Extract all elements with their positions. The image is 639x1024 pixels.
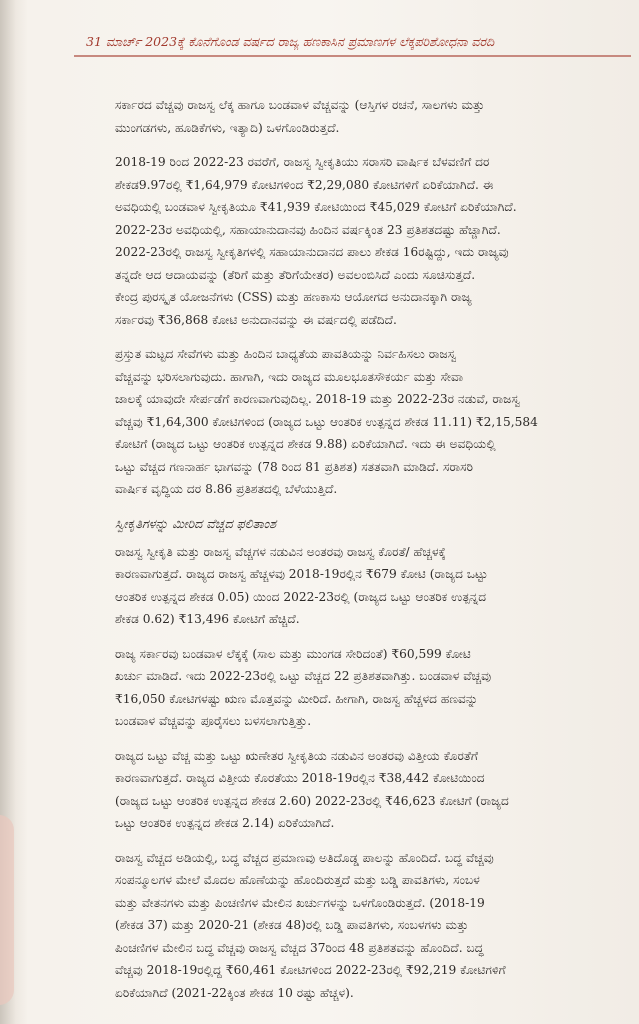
text-line: ತನ್ನದೇ ಆದ ಆದಾಯವನ್ನು (ತೆರಿಗೆ ಮತ್ತು ತೆರಿಗೆಯೇತರ) ಅವಲಂಬಿಸಿದೆ ಎಂದು ಸೂಚಿಸುತ್ತದೆ. xyxy=(115,267,476,282)
text-line: ಕಾರಣವಾಗುತ್ತದೆ. ರಾಜ್ಯದ ರಾಜಸ್ವ ಹೆಚ್ಚಳವು 2018-19ರಲ್ಲಿನ ₹679 ಕೋಟಿ (ರಾಜ್ಯದ ಒಟ್ಟು xyxy=(115,567,488,581)
section-subheading: ಸ್ವೀಕೃತಿಗಳನ್ನು ಮೀರಿದ ವೆಚ್ಚದ ಫಲಿತಾಂಶ xyxy=(115,515,277,531)
text-line: ಒಟ್ಟು ವೆಚ್ಚದ ಗಣನಾರ್ಹ ಭಾಗವನ್ನು (78 ರಿಂದ 81 ಪ್ರತಿಶತ) ಸತತವಾಗಿ ಮಾಡಿದೆ. ಸರಾಸರಿ xyxy=(115,459,474,474)
text-line: ಏರಿಕೆಯಾಗಿದೆ (2021-22ಕ್ಕಿಂತ ಶೇಕಡ 10 ರಷ್ಟು ಹೆಚ್ಚಳ). xyxy=(115,985,354,1000)
text-line: ಮತ್ತು ವೇತನಗಳು ಮತ್ತು ಪಿಂಚಣಿಗಳ ಮೇಲಿನ ಖರ್ಚುಗಳನ್ನು ಒಳಗೊಂಡಿರುತ್ತದೆ. (2018-19 xyxy=(115,895,485,910)
paragraph xyxy=(115,745,627,835)
text-line: ಖರ್ಚು ಮಾಡಿದೆ. ಇದು 2022-23ರಲ್ಲಿ ಒಟ್ಟು ವೆಚ್ಚದ 22 ಪ್ರತಿಶತವಾಗಿತ್ತು. ಬಂಡವಾಳ ವೆಚ್ಚವು xyxy=(115,669,492,683)
text-line: ಶೇಕಡ9.97ರಲ್ಲಿ ₹1,64,979 ಕೋಟಿಗಳಿಂದ ₹2,29,080 ಕೋಟಿಗಳಿಗೆ ಏರಿಕೆಯಾಗಿದೆ. ಈ xyxy=(115,177,494,192)
text-line: ರಾಜಸ್ವ ಸ್ವೀಕೃತಿ ಮತ್ತು ರಾಜಸ್ವ ವೆಚ್ಚಗಳ ನಡುವಿನ ಅಂತರವು ರಾಜಸ್ವ ಕೊರತೆ/ ಹೆಚ್ಚಳಕ್ಕೆ xyxy=(115,544,446,559)
paragraph xyxy=(115,343,627,501)
text-line: (ಶೇಕಡ 37) ಮತ್ತು 2020-21 (ಶೇಕಡ 48)ರಲ್ಲಿ ಬಡ್ಡಿ ಪಾವತಿಗಳು, ಸಂಬಳಗಳು ಮತ್ತು xyxy=(115,918,469,932)
text-line: ಜಾಲಕ್ಕೆ ಯಾವುದೇ ಸೇರ್ಪಡೆಗೆ ಕಾರಣವಾಗುವುದಿಲ್ಲ. 2018-19 ಮತ್ತು 2022-23ರ ನಡುವೆ, ರಾಜಸ್ವ xyxy=(115,392,520,406)
text-line: 2018-19 ರಿಂದ 2022-23 ರವರೆಗೆ, ರಾಜಸ್ವ ಸ್ವೀಕೃತಿಯು ಸರಾಸರಿ ವಾರ್ಷಿಕ ಬೆಳವಣಿಗೆ ದರ xyxy=(115,155,490,169)
text-line: ರಾಜ್ಯದ ಒಟ್ಟು ವೆಚ್ಚ ಮತ್ತು ಒಟ್ಟು ಋಣೇತರ ಸ್ವೀಕೃತಿಯ ನಡುವಿನ ಅಂತರವು ವಿತ್ತೀಯ ಕೊರತೆಗೆ xyxy=(115,748,478,763)
text-line: ರಾಜಸ್ವ ವೆಚ್ಚದ ಅಡಿಯಲ್ಲಿ, ಬದ್ಧ ವೆಚ್ಚದ ಪ್ರಮಾಣವು ಅತಿದೊಡ್ಡ ಪಾಲನ್ನು ಹೊಂದಿದೆ. ಬದ್ಧ ವೆಚ್ಚವು xyxy=(115,850,494,865)
text-line: ವೆಚ್ಚವು ₹1,64,300 ಕೋಟಿಗಳಿಂದ (ರಾಜ್ಯದ ಒಟ್ಟು ಆಂತರಿಕ ಉತ್ಪನ್ನದ ಶೇಕಡ 11.11) ₹2,15,584 xyxy=(115,414,538,429)
text-line: ರಾಜ್ಯ ಸರ್ಕಾರವು ಬಂಡವಾಳ ಲೆಕ್ಕಕ್ಕೆ (ಸಾಲ ಮತ್ತು ಮುಂಗಡ ಸೇರಿದಂತೆ) ₹60,599 ಕೋಟಿ xyxy=(115,646,471,661)
text-line: ವೆಚ್ಚವನ್ನು ಭರಿಸಲಾಗುವುದು. ಹಾಗಾಗಿ, ಇದು ರಾಜ್ಯದ ಮೂಲಭೂತಸೌಕರ್ಯ ಮತ್ತು ಸೇವಾ xyxy=(115,369,464,384)
text-line: ಕಾರಣವಾಗುತ್ತದೆ. ರಾಜ್ಯದ ವಿತ್ತೀಯ ಕೊರತೆಯು 2018-19ರಲ್ಲಿನ ₹38,442 ಕೋಟಿಯಿಂದ xyxy=(115,771,485,785)
text-line: ಆಂತರಿಕ ಉತ್ಪನ್ನದ ಶೇಕಡ 0.05) ಯಿಂದ 2022-23ರಲ್ಲಿ (ರಾಜ್ಯದ ಒಟ್ಟು ಆಂತರಿಕ ಉತ್ಪನ್ನದ xyxy=(115,589,487,604)
paragraph xyxy=(115,94,627,139)
paragraph xyxy=(115,643,627,733)
text-line: ₹16,050 ಕೋಟಿಗಳಷ್ಟು ಋಣ ಮೊತ್ತವನ್ನು ಮೀರಿದೆ. ಹೀಗಾಗಿ, ರಾಜಸ್ವ ಹೆಚ್ಚಳದ ಹಣವನ್ನು xyxy=(115,691,479,706)
text-line: ಕೇಂದ್ರ ಪುರಸ್ಕೃತ ಯೋಜನೆಗಳು (CSS) ಮತ್ತು ಹಣಕಾಸು ಆಯೋಗದ ಅನುದಾನಕ್ಕಾಗಿ ರಾಜ್ಯ xyxy=(115,290,472,304)
text-line: ಒಟ್ಟು ಆಂತರಿಕ ಉತ್ಪನ್ನದ ಶೇಕಡ 2.14) ಏರಿಕೆಯಾಗಿದೆ. xyxy=(115,816,335,830)
text-line: (ರಾಜ್ಯದ ಒಟ್ಟು ಆಂತರಿಕ ಉತ್ಪನ್ನದ ಶೇಕಡ 2.60) 2022-23ರಲ್ಲಿ ₹46,623 ಕೋಟಿಗೆ (ರಾಜ್ಯದ xyxy=(115,793,509,808)
paragraph xyxy=(115,847,627,1005)
text-line: ಸರ್ಕಾರದ ವೆಚ್ಚವು ರಾಜಸ್ವ ಲೆಕ್ಕ ಹಾಗೂ ಬಂಡವಾಳ ವೆಚ್ಚವನ್ನು (ಆಸ್ತಿಗಳ ರಚನೆ, ಸಾಲಗಳು ಮತ್ತು xyxy=(115,98,485,112)
text-line: ಪ್ರಸ್ತುತ ಮಟ್ಟದ ಸೇವೆಗಳು ಮತ್ತು ಹಿಂದಿನ ಬಾಧ್ಯತೆಯ ಪಾವತಿಯನ್ನು ನಿರ್ವಹಿಸಲು ರಾಜಸ್ವ xyxy=(115,347,457,361)
text-line: ಶೇಕಡ 0.62) ₹13,496 ಕೋಟಿಗೆ ಹೆಚ್ಚಿದೆ. xyxy=(115,612,300,626)
paragraph xyxy=(115,541,627,631)
text-line: ಮುಂಗಡಗಳು, ಹೂಡಿಕೆಗಳು, ಇತ್ಯಾದಿ) ಒಳಗೊಂಡಿರುತ್ತದೆ. xyxy=(115,120,340,135)
running-head: 31 ಮಾರ್ಚ್ 2023ಕ್ಕೆ ಕೊನೆಗೊಂಡ ವರ್ಷದ ರಾಜ್ಯ ಹಣಕಾಸಿನ ಪ್ರಮಾಣಗಳ ಲೆಕ್ಕಪರಿಶೋಧನಾ ವರದಿ xyxy=(86,34,495,49)
text-line: ವೆಚ್ಚವು 2018-19ರಲ್ಲಿದ್ದ ₹60,461 ಕೋಟಿಗಳಿಂದ 2022-23ರಲ್ಲಿ ₹92,219 ಕೋಟಿಗಳಿಗೆ xyxy=(115,963,506,977)
text-line: 2022-23ರ ಅವಧಿಯಲ್ಲಿ, ಸಹಾಯಾನುದಾನವು ಹಿಂದಿನ ವರ್ಷಕ್ಕಿಂತ 23 ಪ್ರತಿಶತದಷ್ಟು ಹೆಚ್ಚಾಗಿದೆ. xyxy=(115,222,501,237)
text-line: ಸರ್ಕಾರವು ₹36,868 ಕೋಟಿ ಅನುದಾನವನ್ನು ಈ ವರ್ಷದಲ್ಲಿ ಪಡೆದಿದೆ. xyxy=(115,312,397,327)
page-body xyxy=(115,94,627,1016)
text-line: ಅವಧಿಯಲ್ಲಿ ಬಂಡವಾಳ ಸ್ವೀಕೃತಿಯೂ ₹41,939 ಕೋಟಿಯಿಂದ ₹45,029 ಕೋಟಿಗೆ ಏರಿಕೆಯಾಗಿದೆ. xyxy=(115,200,517,214)
text-line: ಪಿಂಚಣಿಗಳ ಮೇಲಿನ ಬದ್ಧ ವೆಚ್ಚವು ರಾಜಸ್ವ ವೆಚ್ಚದ 37ರಿಂದ 48 ಪ್ರತಿಶತವನ್ನು ಹೊಂದಿದೆ. ಬದ್ಧ xyxy=(115,940,484,955)
text-line: ವಾರ್ಷಿಕ ವೃದ್ಧಿಯ ದರ 8.86 ಪ್ರತಿಶತದಲ್ಲಿ ಬೆಳೆಯುತ್ತಿದೆ. xyxy=(115,482,338,496)
text-line: ಕೋಟಿಗೆ (ರಾಜ್ಯದ ಒಟ್ಟು ಆಂತರಿಕ ಉತ್ಪನ್ನದ ಶೇಕಡ 9.88) ಏರಿಕೆಯಾಗಿದೆ. ಇದು ಈ ಅವಧಿಯಲ್ಲಿ xyxy=(115,437,496,451)
page-edge-mark xyxy=(0,815,14,1005)
header-rule xyxy=(74,55,631,57)
text-line: ಬಂಡವಾಳ ವೆಚ್ಚವನ್ನು ಪೂರೈಸಲು ಬಳಸಲಾಗುತ್ತಿತ್ತು. xyxy=(115,714,312,728)
text-line: ಸಂಪನ್ಮೂಲಗಳ ಮೇಲೆ ಮೊದಲ ಹೊಣೆಯನ್ನು ಹೊಂದಿರುತ್ತದೆ ಮತ್ತು ಬಡ್ಡಿ ಪಾವತಿಗಳು, ಸಂಬಳ xyxy=(115,873,480,887)
text-line: 2022-23ರಲ್ಲಿ ರಾಜಸ್ವ ಸ್ವೀಕೃತಿಗಳಲ್ಲಿ ಸಹಾಯಾನುದಾನದ ಪಾಲು ಶೇಕಡ 16ರಷ್ಟಿದ್ದು, ಇದು ರಾಜ್ಯವು xyxy=(115,245,509,259)
paragraph xyxy=(115,151,627,331)
